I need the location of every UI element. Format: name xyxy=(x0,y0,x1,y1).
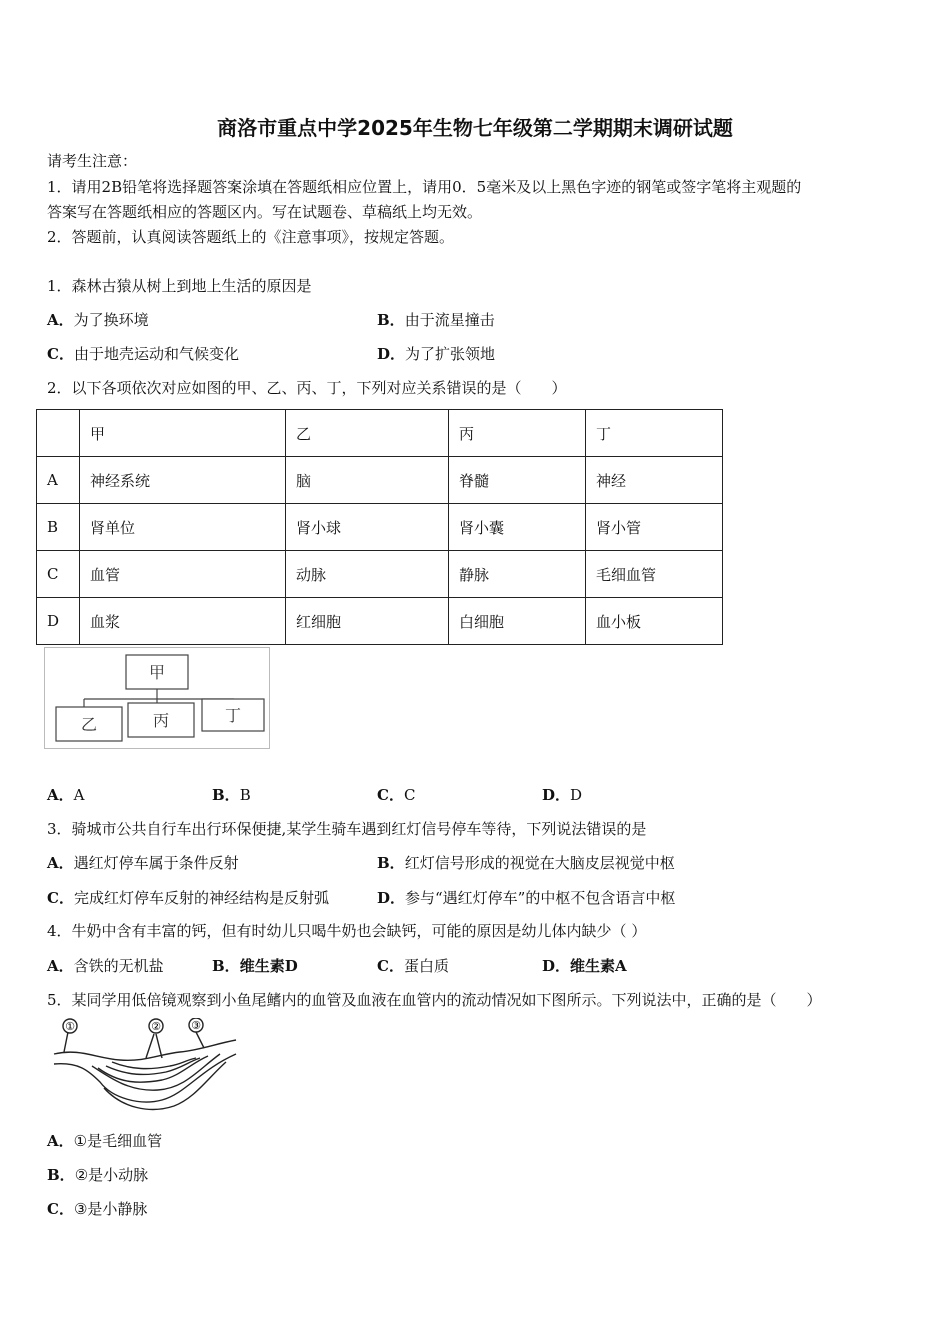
table-cell xyxy=(37,410,80,457)
marker-label-2: ② xyxy=(151,1020,161,1033)
vessel-line xyxy=(54,1054,236,1102)
table-cell: 白细胞 xyxy=(449,598,586,645)
table-cell: 甲 xyxy=(80,410,286,457)
table-cell: 红细胞 xyxy=(286,598,449,645)
q1-option-c: C．由于地壳运动和气候变化 xyxy=(47,345,239,363)
table-row xyxy=(37,551,723,598)
q5-stem: 5．某同学用低倍镜观察到小鱼尾鳍内的血管及血液在血管内的流动情况如下图所示。下列说法中，正确的是（ ） xyxy=(47,991,822,1009)
q1-option-a: A．为了换环境 xyxy=(47,311,149,329)
table-cell: 丁 xyxy=(586,410,723,457)
table-cell: 动脉 xyxy=(286,551,449,598)
q4-option-c: C．蛋白质 xyxy=(377,957,449,975)
table-cell: 脑 xyxy=(286,457,449,504)
q2-option-c: C．C xyxy=(377,786,416,804)
notice-item-1a: 1．请用2B铅笔将选择题答案涂填在答题纸相应位置上，请用0．5毫米及以上黑色字迹的钢笔或签字笔将主观题的 xyxy=(47,178,802,196)
q2-table xyxy=(36,409,723,645)
q3-option-a: A．遇红灯停车属于条件反射 xyxy=(47,854,239,872)
table-cell: 肾小囊 xyxy=(449,504,586,551)
label-ding: 丁 xyxy=(224,706,242,725)
page-title: 商洛市重点中学2025年生物七年级第二学期期末调研试题 xyxy=(217,116,733,140)
q1-option-b: B．由于流星撞击 xyxy=(377,311,495,329)
label-jia: 甲 xyxy=(148,663,166,682)
notice-heading: 请考生注意： xyxy=(47,152,138,170)
q1-option-d: D．为了扩张领地 xyxy=(377,345,496,363)
table-cell: 乙 xyxy=(286,410,449,457)
table-cell: A xyxy=(37,457,80,504)
table-cell: 静脉 xyxy=(449,551,586,598)
table-cell: 血浆 xyxy=(80,598,286,645)
table-row xyxy=(37,598,723,645)
q5-option-a: A．①是毛细血管 xyxy=(47,1132,163,1150)
vessel-line xyxy=(54,1040,236,1060)
table-cell: 脊髓 xyxy=(449,457,586,504)
table-cell: 毛细血管 xyxy=(586,551,723,598)
q5-blood-vessel-diagram xyxy=(50,1018,240,1122)
table-cell: 肾小管 xyxy=(586,504,723,551)
table-cell: D xyxy=(37,598,80,645)
pointer-line xyxy=(196,1032,204,1048)
vessel-line xyxy=(104,1062,226,1109)
pointer-line xyxy=(146,1034,154,1058)
q3-option-b: B．红灯信号形成的视觉在大脑皮层视觉中枢 xyxy=(377,854,675,872)
marker-label-3: ③ xyxy=(191,1019,201,1032)
pointer-line xyxy=(64,1032,68,1052)
table-cell: 丙 xyxy=(449,410,586,457)
q4-stem: 4．牛奶中含有丰富的钙，但有时幼儿只喝牛奶也会缺钙，可能的原因是幼儿体内缺少（ ） xyxy=(47,922,647,940)
table-cell: 神经 xyxy=(586,457,723,504)
table-cell: 血管 xyxy=(80,551,286,598)
q2-option-a: A．A xyxy=(47,786,85,804)
pointer-line xyxy=(156,1034,162,1058)
table-header-row xyxy=(37,410,723,457)
q4-option-b: B．维生素D xyxy=(212,957,298,975)
marker-label-1: ① xyxy=(65,1020,75,1033)
table-cell: 血小板 xyxy=(586,598,723,645)
q2-hierarchy-diagram xyxy=(44,647,270,749)
q3-stem: 3．骑城市公共自行车出行环保便捷,某学生骑车遇到红灯信号停车等待，下列说法错误的是 xyxy=(47,820,647,838)
table-cell: C xyxy=(37,551,80,598)
q2-option-b: B．B xyxy=(212,786,251,804)
table-cell: 肾小球 xyxy=(286,504,449,551)
table-row xyxy=(37,457,723,504)
table-cell: 神经系统 xyxy=(80,457,286,504)
q4-option-a: A．含铁的无机盐 xyxy=(47,957,164,975)
table-row xyxy=(37,504,723,551)
q1-stem: 1．森林古猿从树上到地上生活的原因是 xyxy=(47,277,312,295)
notice-item-1b: 答案写在答题纸相应的答题区内。写在试题卷、草稿纸上均无效。 xyxy=(47,203,483,221)
notice-item-2: 2．答题前，认真阅读答题纸上的《注意事项》，按规定答题。 xyxy=(47,228,455,246)
q2-option-d: D．D xyxy=(542,786,583,804)
q3-option-c: C．完成红灯停车反射的神经结构是反射弧 xyxy=(47,889,329,907)
q5-option-c: C．③是小静脉 xyxy=(47,1200,148,1218)
label-yi: 乙 xyxy=(80,715,98,734)
label-bing: 丙 xyxy=(152,711,170,730)
q5-option-b: B．②是小动脉 xyxy=(47,1166,149,1184)
q3-option-d: D．参与“遇红灯停车”的中枢不包含语言中枢 xyxy=(377,889,676,907)
q4-option-d: D．维生素A xyxy=(542,957,627,975)
table-cell: B xyxy=(37,504,80,551)
table-cell: 肾单位 xyxy=(80,504,286,551)
q2-stem: 2．以下各项依次对应如图的甲、乙、丙、丁，下列对应关系错误的是（ ） xyxy=(47,379,567,397)
